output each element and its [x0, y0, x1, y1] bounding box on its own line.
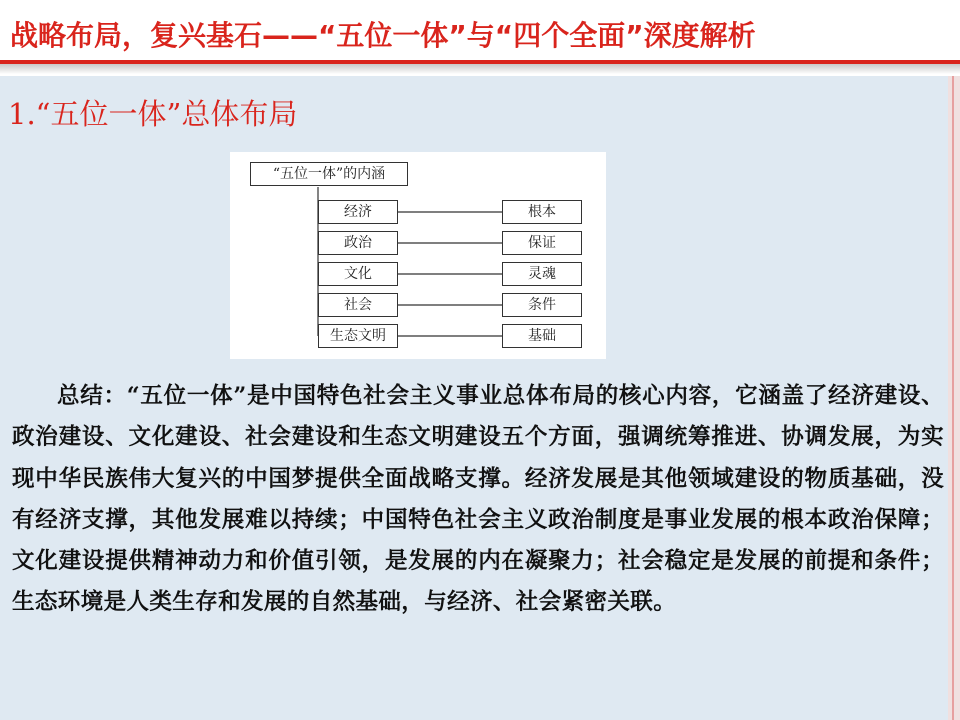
left-item-society: 社会 — [318, 293, 398, 317]
summary-paragraph: 总结：“五位一体”是中国特色社会主义事业总体布局的核心内容，它涵盖了经济建设、政治建设、文化建设、社会建设和生态文明建设五个方面，强调统筹推进、协调发展，为实现中华民族伟大复兴的中国梦提供全面战略支撑。经济发展是其他领域建设的物质基础，没有经济支撑，其他发展难以持续；中国特色社会主义政治制度是事业发展的根本政治保障；文化建设提供精神动力和价值引领，是发展的内在凝聚力；社会稳定是发展的前提和条件；生态环境是人类生存和发展的自然基础，与经济、社会紧密关联。 — [12, 383, 944, 616]
section-heading: 1.“五位一体”总体布局 — [8, 97, 298, 131]
slide-title: 战略布局，复兴基石——“五位一体”与“四个全面”深度解析 — [10, 19, 756, 52]
right-item-soul: 灵魂 — [502, 262, 582, 286]
left-item-economy: 经济 — [318, 200, 398, 224]
left-item-politics: 政治 — [318, 231, 398, 255]
structure-diagram — [230, 152, 606, 359]
right-item-guarantee: 保证 — [502, 231, 582, 255]
title-shadow-rule — [0, 64, 960, 74]
diagram-caption: “五位一体”的内涵 — [250, 162, 408, 186]
right-item-foundation: 基础 — [502, 324, 582, 348]
title-bar — [0, 0, 960, 64]
right-item-root: 根本 — [502, 200, 582, 224]
left-item-culture: 文化 — [318, 262, 398, 286]
right-item-condition: 条件 — [502, 293, 582, 317]
left-item-ecology: 生态文明 — [318, 324, 398, 348]
